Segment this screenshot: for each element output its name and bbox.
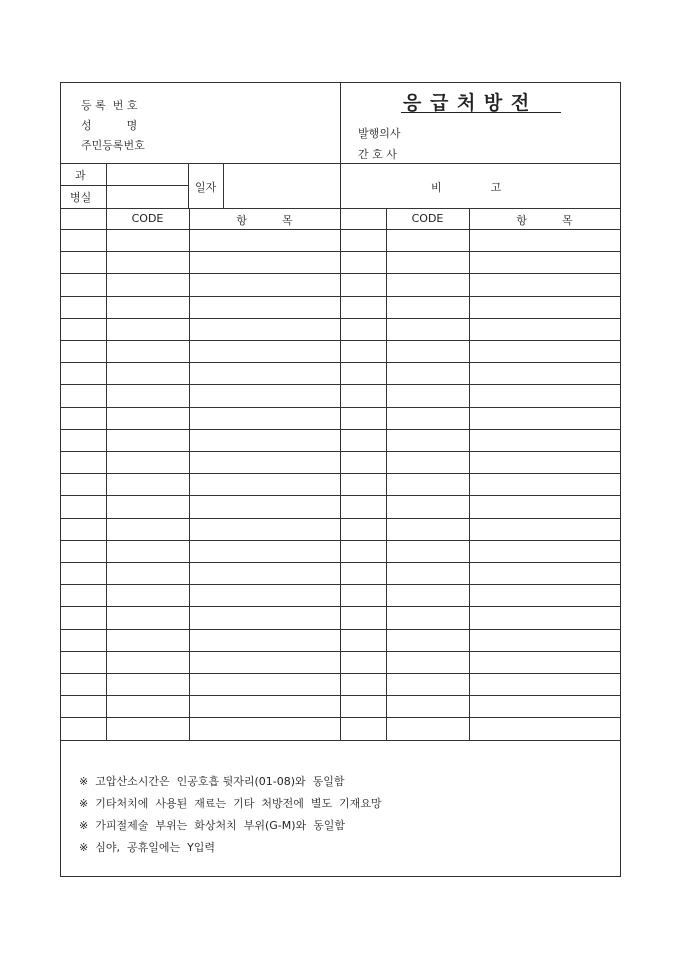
table-row xyxy=(61,429,620,451)
table-row xyxy=(61,229,620,251)
table-row xyxy=(61,606,620,628)
table-row xyxy=(61,273,620,295)
ward-label: 병실 xyxy=(70,191,92,204)
table-row xyxy=(61,340,620,362)
col-item-right: 항 목 xyxy=(516,214,573,227)
table-row xyxy=(61,473,620,495)
note-line: ※ 고압산소시간은 인공호흡 뒷자리(01-08)와 동일함 xyxy=(79,775,345,788)
note-line: ※ 심야, 공휴일에는 Y입력 xyxy=(79,841,216,854)
table-row xyxy=(61,362,620,384)
table-row xyxy=(61,717,620,739)
table-row xyxy=(61,451,620,473)
table-row xyxy=(61,251,620,273)
col-code-right: CODE xyxy=(411,212,444,225)
table-row xyxy=(61,518,620,540)
department-label: 과 xyxy=(75,169,86,182)
table-row xyxy=(61,296,620,318)
col-code-left: CODE xyxy=(131,212,164,225)
registration-number-label: 등 록 번 호 xyxy=(81,99,138,112)
table-row xyxy=(61,407,620,429)
note-line: ※ 가피절제술 부위는 화상처치 부위(G-M)와 동일함 xyxy=(79,819,346,832)
table-row xyxy=(61,629,620,651)
table-row xyxy=(61,673,620,695)
remarks-label: 비 고 xyxy=(431,181,502,194)
table-row-line xyxy=(61,740,620,741)
issuing-doctor-label: 발행의사 xyxy=(358,127,401,140)
emergency-prescription-form xyxy=(60,82,621,877)
resident-number-label: 주민등록번호 xyxy=(81,139,145,152)
note-line: ※ 기타처치에 사용된 재료는 기타 처방전에 별도 기재요망 xyxy=(79,797,382,810)
table-row xyxy=(61,584,620,606)
col-item-left: 항 목 xyxy=(236,214,293,227)
table-row xyxy=(61,495,620,517)
form-title: 응 급 처 방 전 xyxy=(403,92,531,114)
table-row xyxy=(61,695,620,717)
table-row xyxy=(61,562,620,584)
date-label: 일자 xyxy=(195,181,217,194)
table-row xyxy=(61,651,620,673)
table-row xyxy=(61,384,620,406)
prescription-table-grid xyxy=(61,83,620,876)
table-row xyxy=(61,540,620,562)
table-row xyxy=(61,318,620,340)
name-label: 성 명 xyxy=(81,119,138,132)
nurse-label: 간 호 사 xyxy=(358,148,397,161)
